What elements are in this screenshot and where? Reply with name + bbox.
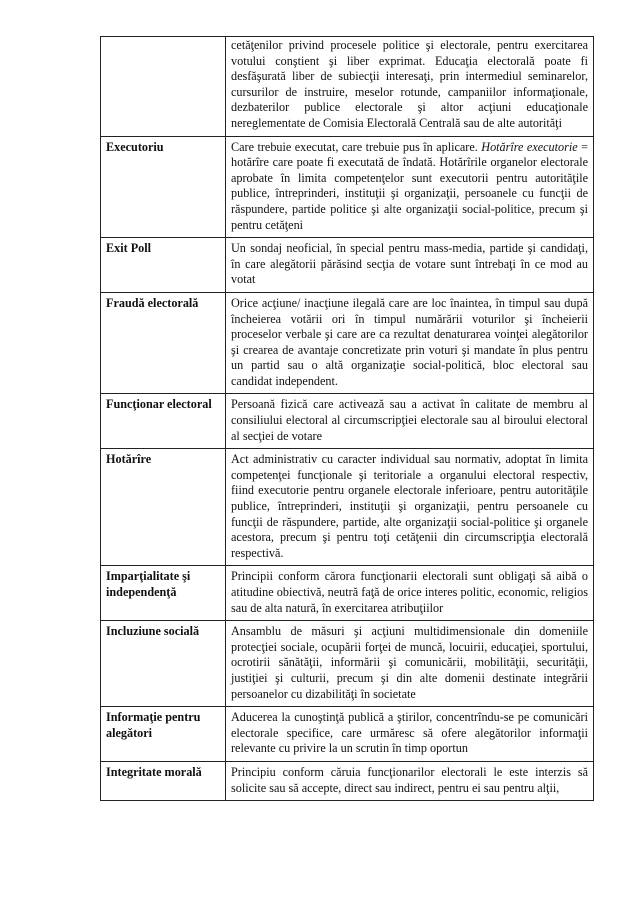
definition-italic-text: Hotărîre executorie <box>481 139 578 154</box>
table-row <box>101 136 594 238</box>
table-row <box>101 707 594 762</box>
term-cell: Exit Poll <box>101 238 226 293</box>
term-cell: Hotărîre <box>101 449 226 566</box>
definition-cell <box>226 136 594 238</box>
definition-cell: Persoană fizică care activează sau a activat în calitate de membru al consiliului electoral al circumscripţiei electorale sau al biroului electoral al secţiei de votare <box>226 394 594 449</box>
term-cell: Incluziune socială <box>101 621 226 707</box>
definition-cell: Ansamblu de măsuri şi acţiuni multidimensionale din domeniile protecţiei sociale, ocupării forţei de muncă, locuirii, educaţiei, sportului, ocrotirii sănătăţii, informării şi comunicării, mobilităţii, securităţii, justiţiei şi culturii, precum şi din alte domenii destinate integrării persoanelor cu dizabilităţi în societate <box>226 621 594 707</box>
table-row <box>101 37 594 137</box>
definition-cell: Principii conform cărora funcţionarii electorali sunt obligaţi să aibă o atitudine obiectivă, neutră faţă de orice interes politic, economic, religios sau de alta natură, în exercitarea atribuţiilor <box>226 566 594 621</box>
term-cell: Funcţionar electoral <box>101 394 226 449</box>
definition-cell: Principiu conform căruia funcţionarilor electorali le este interzis să solicite sau să accepte, direct sau indirect, pentru ei sau pentru alţii, <box>226 761 594 800</box>
definition-text: Care trebuie executat, care trebuie pus în aplicare. <box>231 139 478 154</box>
term-cell: Executoriu <box>101 136 226 238</box>
table-row <box>101 394 594 449</box>
term-cell <box>101 37 226 137</box>
table-row <box>101 566 594 621</box>
definition-cell: Act administrativ cu caracter individual sau normativ, adoptat în limita competenţei funcţionale şi teritoriale a organului electoral respectiv, fiind executorie pentru organele electorale inferioare, pentru autorităţile publice, întreprinderi, instituţii şi organizaţii, pentru persoanele cu funcţii de răspundere, partide, alte organizaţii social-politice şi organele acestora, precum şi pentru toţi cetăţenii din circumscripţia electorală respectivă. <box>226 449 594 566</box>
table-row <box>101 449 594 566</box>
table-row <box>101 621 594 707</box>
term-cell: Fraudă electorală <box>101 292 226 394</box>
term-cell: Imparţialitate şi independenţă <box>101 566 226 621</box>
term-cell: Integritate morală <box>101 761 226 800</box>
definition-text-rest: = hotărîre care poate fi executată de îndată. Hotărîrile organelor electorale aprobate în limita competenţelor sunt executorii pentru autorităţile publice, întreprinderi, instituţii şi organizaţii, persoanele cu funcţii de răspundere, partide politice şi alte organizaţii social-politice, precum şi pentru cetăţeni <box>231 139 588 232</box>
term-cell: Informaţie pentru alegători <box>101 707 226 762</box>
glossary-table <box>100 36 594 801</box>
table-row <box>101 761 594 800</box>
definition-cell: cetăţenilor privind procesele politice şi electorale, pentru exercitarea votului conştient şi liber exprimat. Educaţia electorală poate fi desfăşurată liber de subiecţii interesaţi, prin intermediul seminarelor, cursurilor de instruire, meselor rotunde, campaniilor informaţionale, dezbaterilor publice electorale şi altor acţiuni educaţionale nereglementate de Comisia Electorală Centrală sau de alte autorităţi <box>226 37 594 137</box>
definition-cell: Aducerea la cunoştinţă publică a ştirilor, concentrîndu-se pe comunicări electorale specifice, care urmăresc să ofere alegătorilor informaţii relevante cu privire la un scrutin în timp oportun <box>226 707 594 762</box>
table-row <box>101 238 594 293</box>
table-row <box>101 292 594 394</box>
definition-cell: Orice acţiune/ inacţiune ilegală care are loc înaintea, în timpul sau după încheierea votării ori în timpul numărării voturilor şi încheierii proceselor verbale şi care are ca rezultat denaturarea voinţei alegătorilor şi crearea de avantaje concretizate prin voturi şi mandate în plus pentru un partid sau o altă organizaţie social-politică, bloc electoral sau candidat independent. <box>226 292 594 394</box>
definition-cell: Un sondaj neoficial, în special pentru mass-media, partide şi candidaţi, în care alegătorii părăsind secţia de votare sunt întrebaţi în ce mod au votat <box>226 238 594 293</box>
